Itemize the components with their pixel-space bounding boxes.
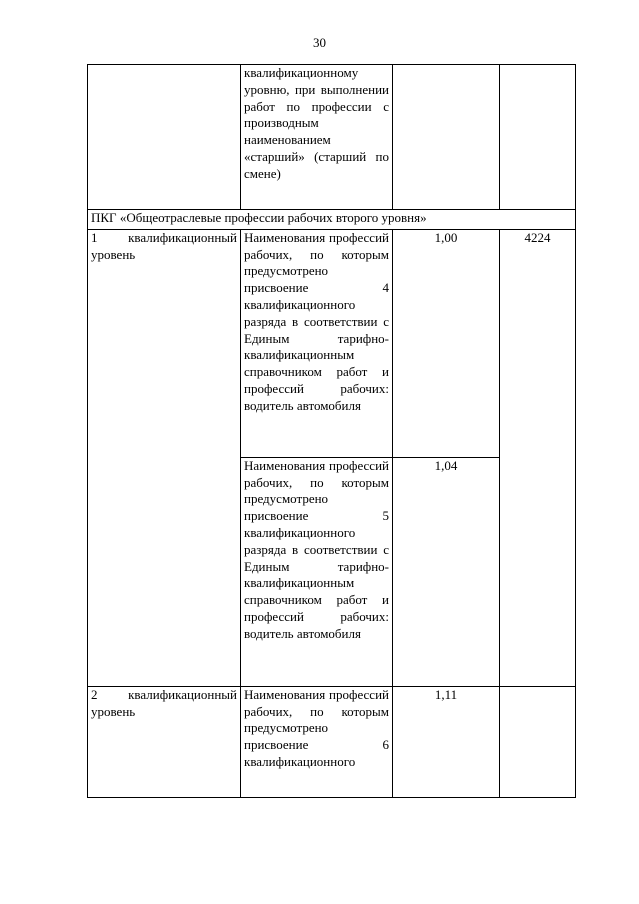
profession-description: Наименования профессий рабочих, по которым предусмотрено присвоение 4 квалификационного разряда в соответствии с Единым тарифно-квалификационным справочником работ и профессий рабочих: водитель автомобиля — [241, 229, 393, 457]
qualification-table — [87, 64, 576, 798]
continuation-row — [88, 65, 576, 210]
page-number: 30 — [313, 35, 326, 50]
salary-cell-empty — [500, 686, 576, 797]
profession-description: Наименования профессий рабочих, по которым предусмотрено присвоение 5 квалификационного разряда в соответствии с Единым тарифно-квалификационным справочником работ и профессий рабочих: водитель автомобиля — [241, 457, 393, 686]
table-row — [88, 229, 576, 457]
level-label: 2 квалификационный уровень — [88, 686, 241, 797]
profession-description: квалификационному уровню, при выполнении работ по профессии с производным наименованием «старший» (старший по смене) — [241, 65, 393, 210]
group-header: ПКГ «Общеотраслевые профессии рабочих второго уровня» — [88, 210, 576, 230]
level-label: 1 квалификационный уровень — [88, 229, 241, 686]
coefficient-cell-empty — [393, 65, 500, 210]
profession-description: Наименования профессий рабочих, по которым предусмотрено присвоение 6 квалификационного — [241, 686, 393, 797]
coefficient-value: 1,11 — [393, 686, 500, 797]
coefficient-value: 1,00 — [393, 229, 500, 457]
level-cell-empty — [88, 65, 241, 210]
group-header-row — [88, 210, 576, 230]
table-row — [88, 686, 576, 797]
salary-cell-empty — [500, 65, 576, 210]
salary-value: 4224 — [500, 229, 576, 686]
coefficient-value: 1,04 — [393, 457, 500, 686]
